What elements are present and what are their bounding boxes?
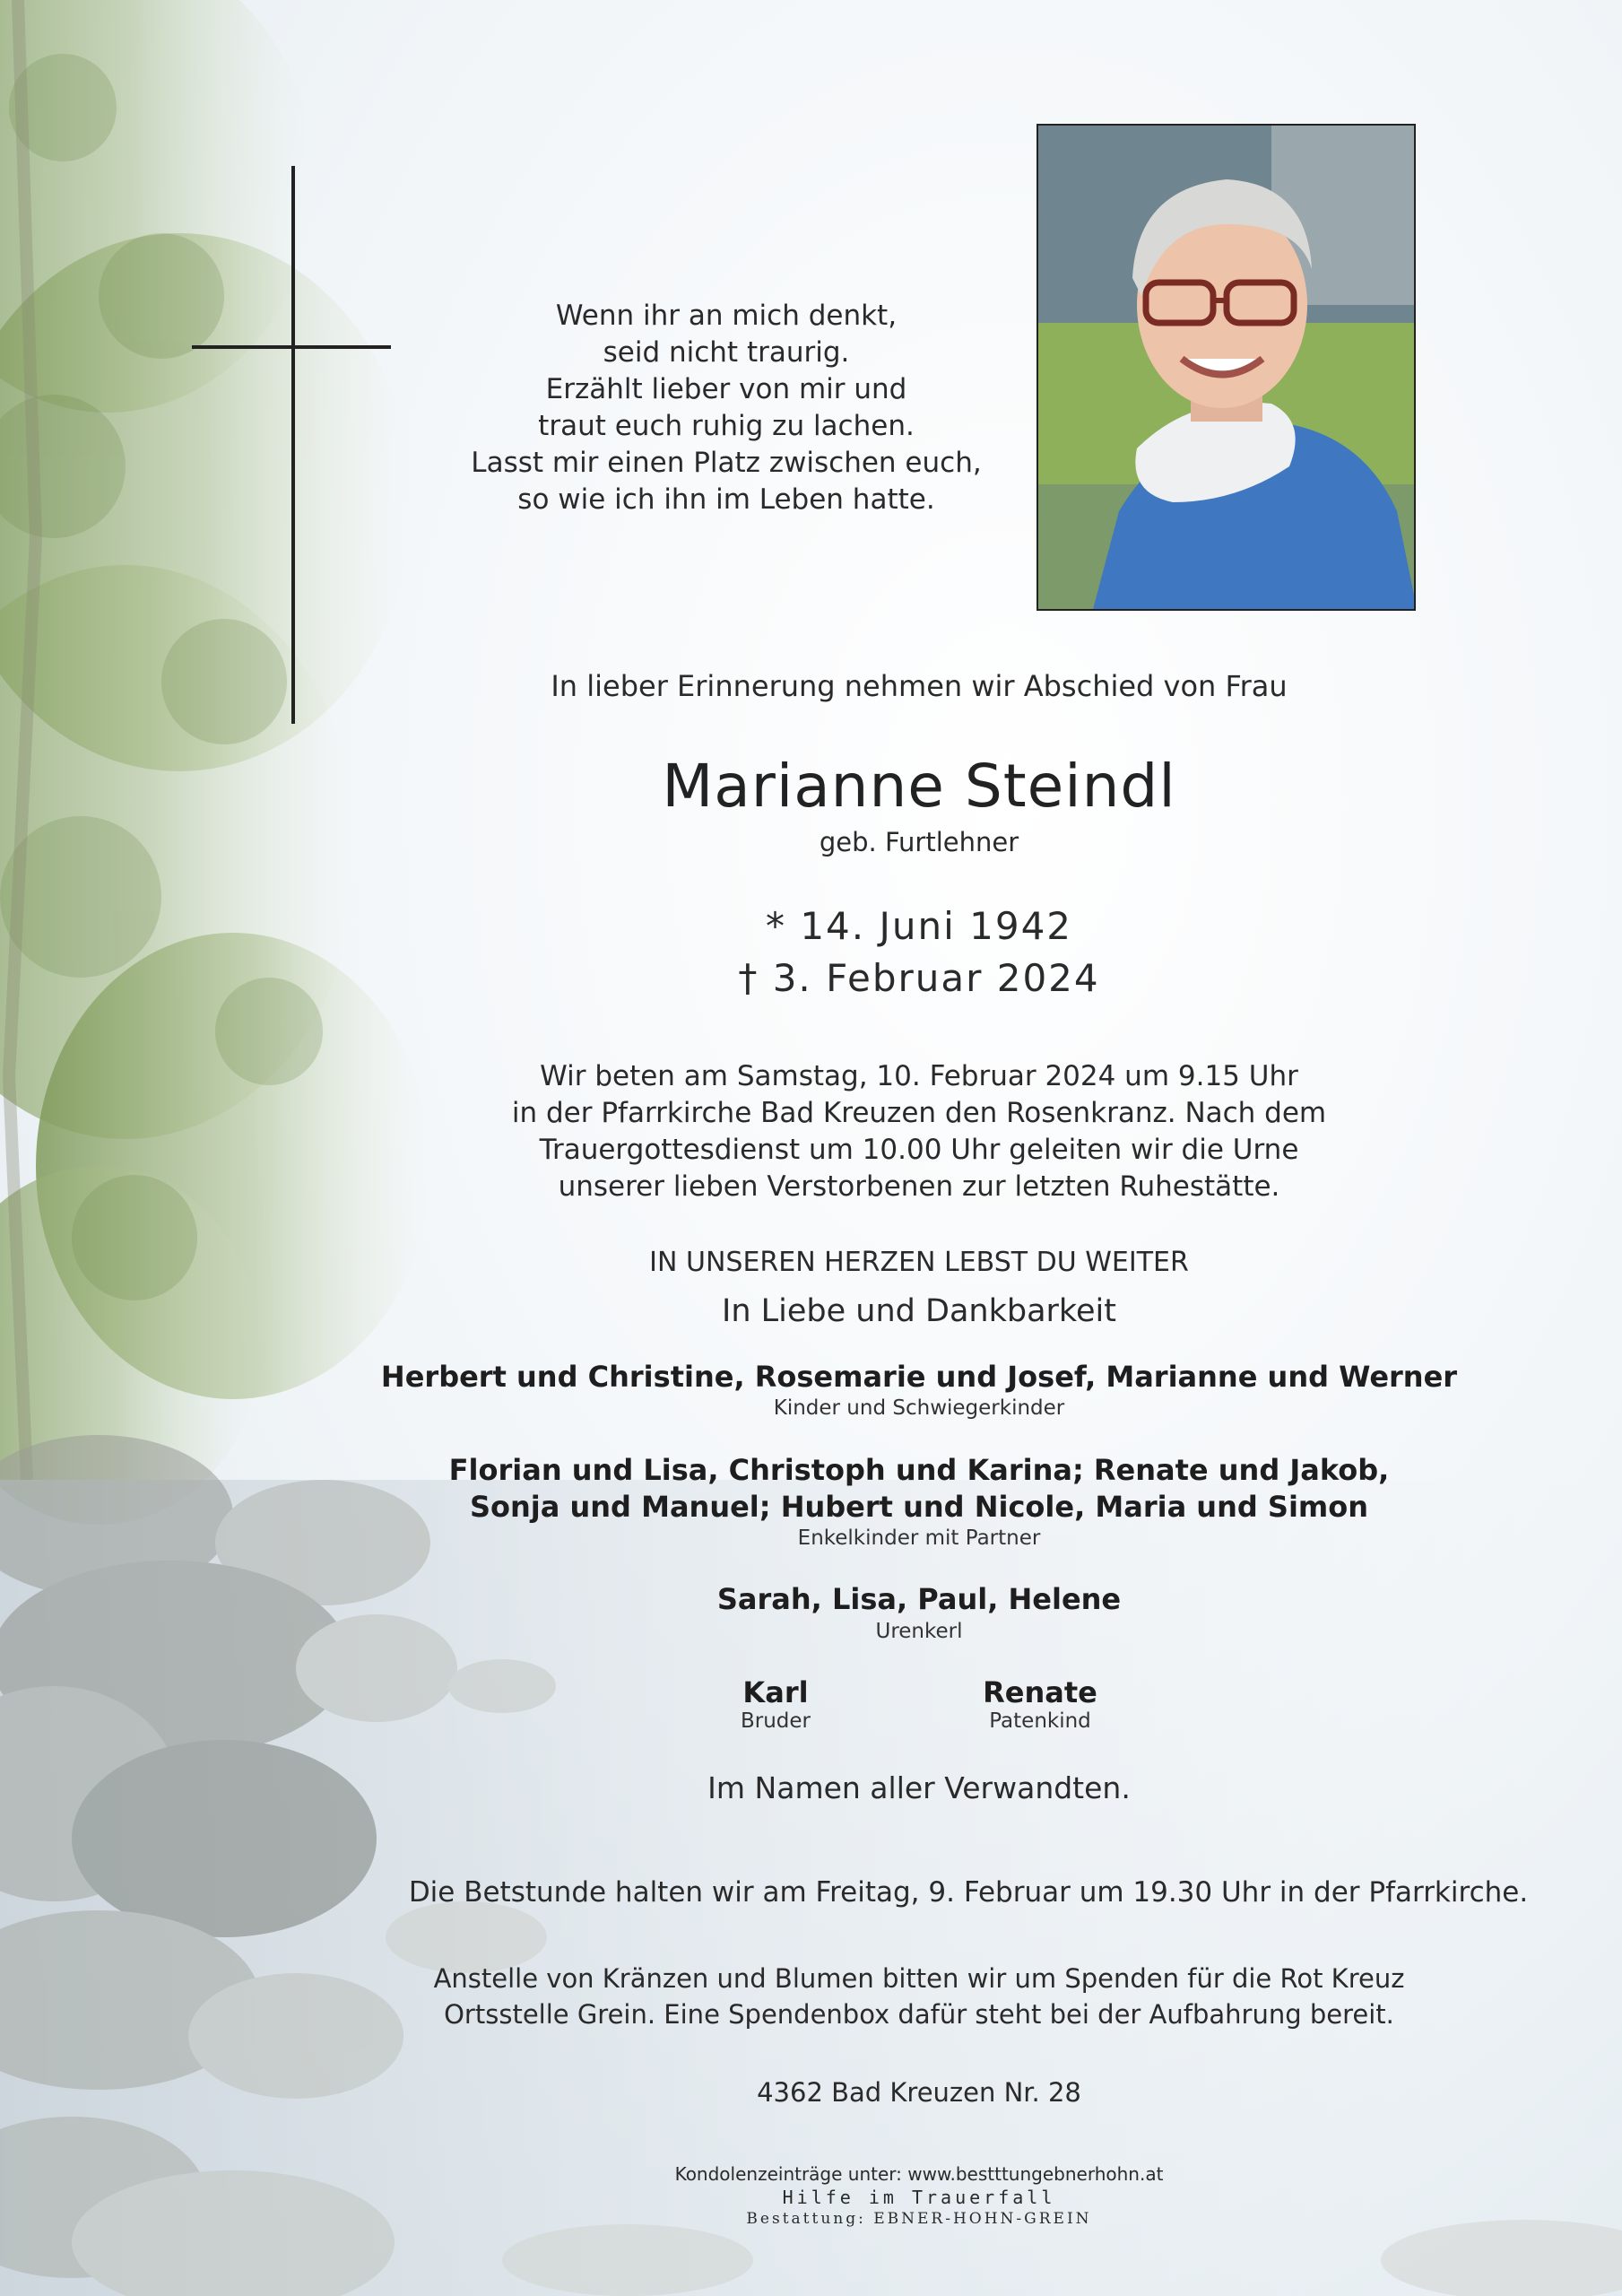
birth-date: * 14. Juni 1942	[765, 904, 1073, 948]
cross-vertical-bar	[291, 166, 295, 724]
great-grandchildren-names: Sarah, Lisa, Paul, Helene	[716, 1582, 1122, 1616]
godchild-relation: Patenkind	[989, 1709, 1091, 1733]
donation-notice	[395, 1961, 1444, 2032]
deceased-name: Marianne Steindl	[662, 752, 1176, 821]
address: 4362 Bad Kreuzen Nr. 28	[757, 2077, 1081, 2108]
service-line: Wir beten am Samstag, 10. Februar 2024 um 9.15 Uhr	[540, 1060, 1298, 1092]
great-grandchildren-relation: Urenkerl	[875, 1620, 963, 1643]
portrait-photo	[1037, 124, 1416, 611]
poem-line: Wenn ihr an mich denkt,	[555, 300, 898, 332]
godchild-name: Renate	[983, 1675, 1097, 1709]
grandchildren-relation: Enkelkinder mit Partner	[797, 1526, 1041, 1550]
condolence-link[interactable]: Kondolenzeinträge unter: www.bestttungebnerhohn.at	[674, 2163, 1164, 2185]
brother-relation: Bruder	[740, 1709, 811, 1733]
donation-line: Anstelle von Kränzen und Blumen bitten wir um Spenden für die Rot Kreuz	[433, 1963, 1405, 1994]
on-behalf-of-relatives: Im Namen aller Verwandten.	[707, 1770, 1131, 1805]
intro-text: In lieber Erinnerung nehmen wir Abschied von Frau	[551, 669, 1288, 703]
poem-line: Erzählt lieber von mir und	[545, 373, 907, 405]
service-line: unserer lieben Verstorbenen zur letzten Ruhestätte.	[558, 1170, 1280, 1203]
poem-line: Lasst mir einen Platz zwischen euch,	[471, 447, 982, 479]
children-names: Herbert und Christine, Rosemarie und Josef, Marianne und Werner	[380, 1360, 1458, 1394]
children-relation: Kinder und Schwiegerkinder	[773, 1396, 1065, 1420]
prayer-hour-notice: Die Betstunde halten wir am Freitag, 9. Februar um 19.30 Uhr in der Pfarrkirche.	[408, 1876, 1529, 1909]
poem-line: seid nicht traurig.	[603, 336, 850, 369]
grandchildren-names-line1: Florian und Lisa, Christoph und Karina; Renate und Jakob,	[448, 1453, 1390, 1487]
poem	[395, 298, 1058, 518]
death-date: † 3. Februar 2024	[738, 956, 1100, 1000]
motto: IN UNSEREN HERZEN LEBST DU WEITER	[649, 1247, 1189, 1278]
service-line: in der Pfarrkirche Bad Kreuzen den Rosenkranz. Nach dem	[511, 1097, 1327, 1129]
undertaker-name: Bestattung: EBNER-HOHN-GREIN	[746, 2210, 1092, 2228]
service-line: Trauergottesdienst um 10.00 Uhr geleiten wir die Urne	[539, 1134, 1299, 1166]
cross-horizontal-bar	[192, 345, 391, 349]
poem-line: so wie ich ihn im Leben hatte.	[517, 483, 935, 516]
poem-line: traut euch ruhig zu lachen.	[538, 410, 915, 442]
maiden-name: geb. Furtlehner	[819, 827, 1019, 857]
grandchildren-names-line2: Sonja und Manuel; Hubert und Nicole, Maria und Simon	[469, 1490, 1369, 1524]
brother-name: Karl	[742, 1675, 809, 1709]
help-tagline: Hilfe im Trauerfall	[782, 2187, 1056, 2208]
thanks-line: In Liebe und Dankbarkeit	[722, 1293, 1116, 1329]
service-details	[448, 1058, 1390, 1205]
donation-line: Ortsstelle Grein. Eine Spendenbox dafür steht bei der Aufbahrung bereit.	[444, 1999, 1394, 2030]
